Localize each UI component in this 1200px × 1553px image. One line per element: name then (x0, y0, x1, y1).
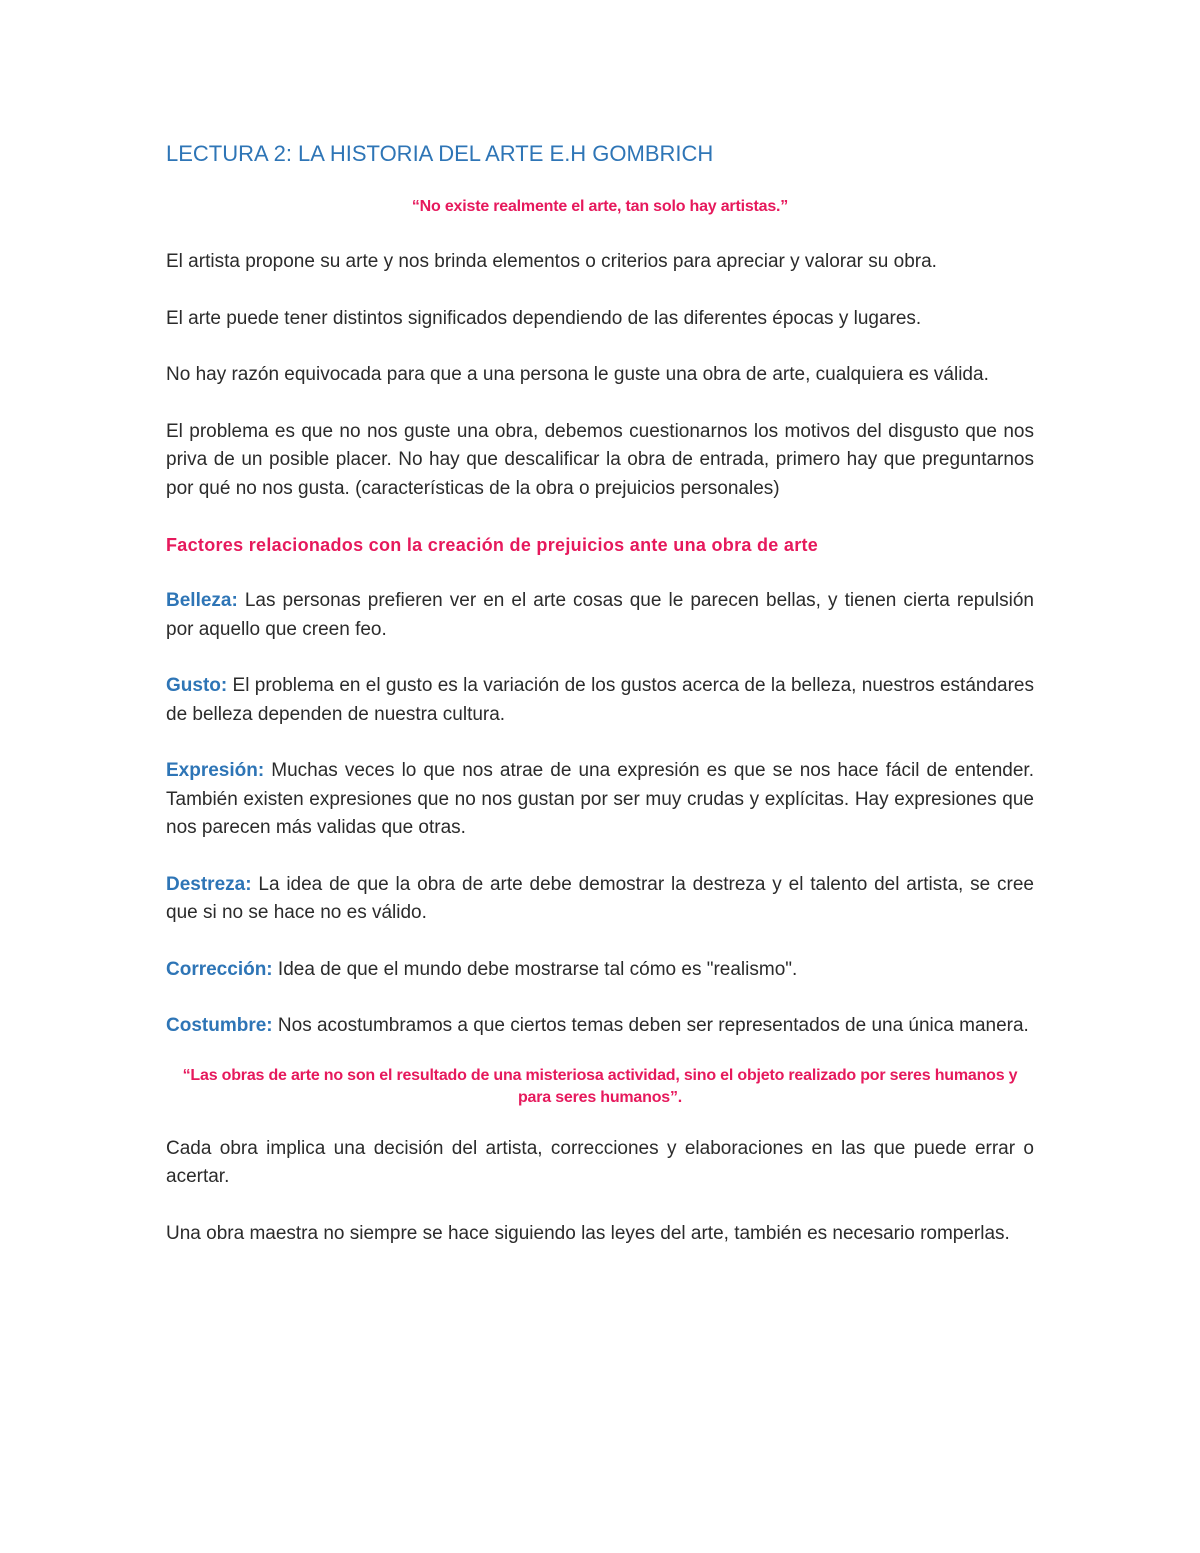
factor-term: Destreza: (166, 873, 252, 895)
factors-heading: Factores relacionados con la creación de prejuicios ante una obra de arte (166, 535, 819, 555)
intro-paragraph: El artista propone su arte y nos brinda elementos o criterios para apreciar y valorar su obra. (166, 251, 937, 272)
intro-paragraph: No hay razón equivocada para que a una persona le guste una obra de arte, cualquiera es válida. (166, 364, 989, 385)
factor-text: Idea de que el mundo debe mostrarse tal cómo es "realismo". (272, 958, 798, 980)
factor-text: Nos acostumbramos a que ciertos temas deben ser representados de una única manera. (272, 1015, 1029, 1036)
intro-paragraph: El arte puede tener distintos significados dependiendo de las diferentes épocas y lugares. (166, 307, 922, 329)
factor-belleza (166, 587, 1034, 644)
document-page (166, 138, 1034, 1248)
factor-text: El problema en el gusto es la variación de los gustos acerca de la belleza, nuestros estándares de belleza dependen de nuestra cultura. (166, 675, 1034, 725)
factor-term: Expresión: (166, 760, 265, 781)
factor-correccion (166, 956, 1034, 985)
factor-gusto (166, 672, 1034, 729)
factor-text: La idea de que la obra de arte debe demostrar la destreza y el talento del artista, se cree que si no se hace no es válido. (166, 873, 1034, 923)
factor-costumbre (166, 1012, 1034, 1041)
factor-text: Las personas prefieren ver en el arte cosas que le parecen bellas, y tienen cierta repulsión por aquello que creen feo. (166, 590, 1034, 640)
factor-term: Costumbre: (166, 1015, 273, 1036)
intro-paragraph: El problema es que no nos guste una obra, debemos cuestionarnos los motivos del disgusto que nos priva de un posible placer. No hay que descalificar la obra de entrada, primero hay que preguntarnos por qué no nos gusta. (características de la obra o prejuicios personales) (166, 420, 1034, 499)
opening-quote: “No existe realmente el arte, tan solo hay artistas.” (411, 198, 789, 215)
factor-destreza (166, 871, 1034, 928)
factor-term: Gusto: (166, 675, 228, 696)
closing-quote: “Las obras de arte no son el resultado de una misteriosa actividad, sino el objeto realizado por seres humanos y para seres humanos”. (182, 1066, 1018, 1106)
factor-term: Belleza: (166, 590, 238, 611)
closing-paragraph: Una obra maestra no siempre se hace siguiendo las leyes del arte, también es necesario romperlas. (166, 1222, 1010, 1244)
closing-paragraph: Cada obra implica una decisión del artista, correcciones y elaboraciones en las que puede errar o acertar. (166, 1137, 1034, 1187)
factor-text: Muchas veces lo que nos atrae de una expresión es que se nos hace fácil de entender. También existen expresiones que no nos gustan por ser muy crudas y explícitas. Hay expresiones que nos parecen más validas que otras. (166, 760, 1034, 838)
factor-expresion (166, 757, 1034, 843)
document-title: LECTURA 2: LA HISTORIA DEL ARTE E.H GOMBRICH (166, 141, 714, 166)
factor-term: Corrección: (166, 958, 273, 980)
